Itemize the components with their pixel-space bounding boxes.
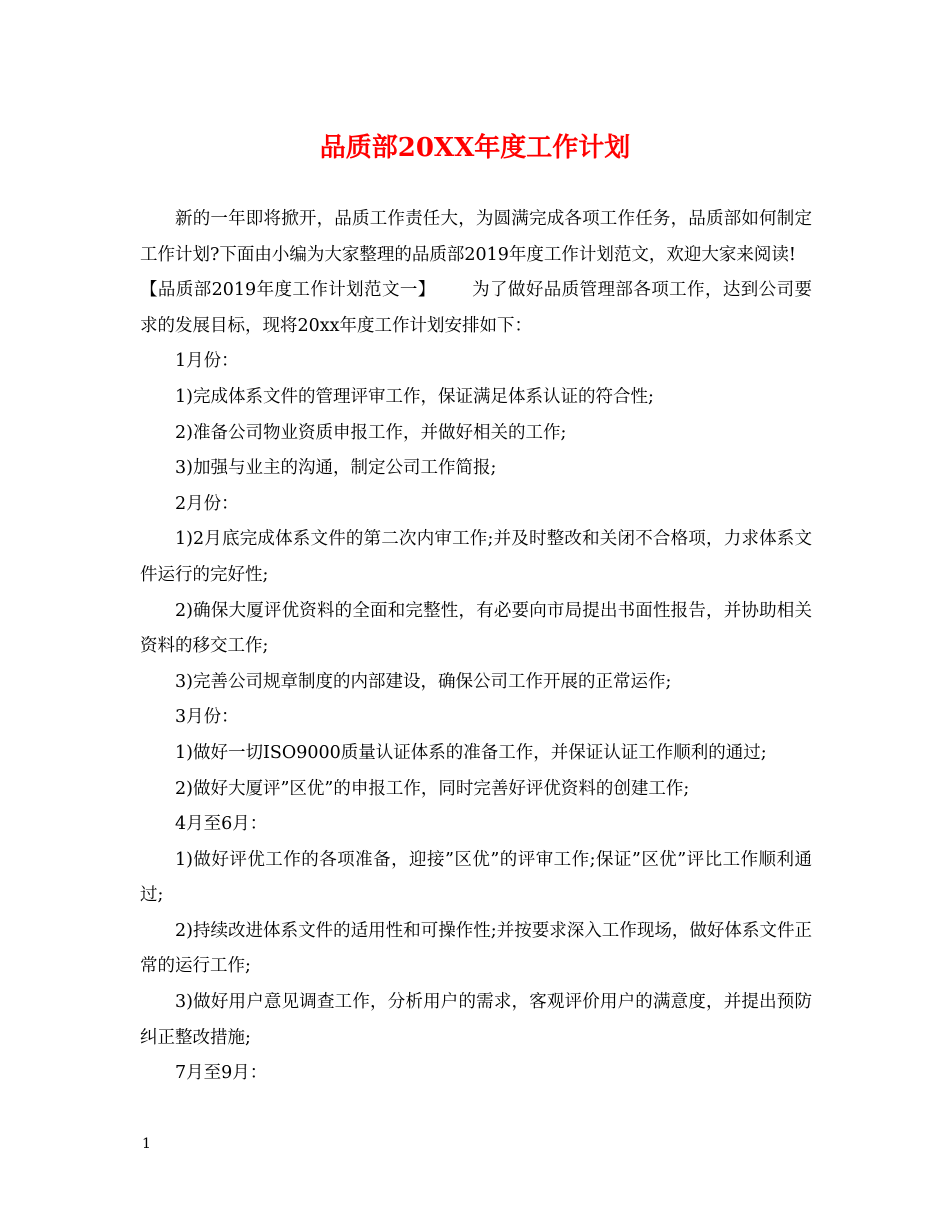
plan-paragraph: 1)做好评优工作的各项准备，迎接”区优”的评审工作;保证”区优”评比工作顺利通过;: [140, 849, 812, 906]
plan-paragraph: 1)完成体系文件的管理评审工作，保证满足体系认证的符合性;: [175, 386, 654, 407]
section-heading: 【品质部2019年度工作计划范文一】: [140, 280, 436, 301]
plan-paragraph: 2)确保大厦评优资料的全面和完整性，有必要向市局提出书面性报告，并协助相关资料的移交工作;: [140, 600, 812, 657]
plan-paragraph: 1月份：: [175, 351, 239, 372]
plan-paragraph: 3)做好用户意见调查工作，分析用户的需求，客观评价用户的满意度，并提出预防纠正整改措施;: [140, 992, 812, 1048]
plan-paragraph: 2)准备公司物业资质申报工作，并做好相关的工作;: [175, 422, 567, 443]
plan-paragraph: 3月份：: [175, 707, 239, 728]
plan-paragraph: 1)2月底完成体系文件的第二次内审工作;并及时整改和关闭不合格项，力求体系文件运行的完好性;: [140, 529, 812, 585]
plan-paragraph: 2月份：: [175, 493, 239, 514]
plan-paragraph: 3)完善公司规章制度的内部建设，确保公司工作开展的正常运作;: [175, 671, 672, 692]
plan-paragraph: 7月至9月：: [175, 1063, 268, 1084]
document-title: 品质部20XX年度工作计划: [319, 133, 631, 163]
plan-paragraph: 2)做好大厦评”区优”的申报工作，同时完善好评优资料的创建工作;: [175, 778, 690, 799]
plan-paragraph: 2)持续改进体系文件的适用性和可操作性;并按要求深入工作现场，做好体系文件正常的运行工作;: [140, 920, 812, 977]
plan-paragraph: 3)加强与业主的沟通，制定公司工作简报;: [175, 458, 497, 479]
section-intro: 为了做好品质管理部各项工作，达到公司要求的发展目标，现将20xx年度工作计划安排如下：: [140, 280, 812, 336]
section-paragraph: [140, 273, 812, 344]
plan-paragraph: 4月至6月：: [175, 814, 268, 835]
intro-paragraph: 新的一年即将掀开，品质工作责任大，为圆满完成各项工作任务，品质部如何制定工作计划?下面由小编为大家整理的品质部2019年度工作计划范文，欢迎大家来阅读!: [140, 209, 812, 265]
document-body: [140, 202, 812, 1092]
page-number: 1: [142, 1136, 151, 1152]
plan-paragraph: 1)做好一切ISO9000质量认证体系的准备工作，并保证认证工作顺利的通过;: [175, 742, 767, 763]
